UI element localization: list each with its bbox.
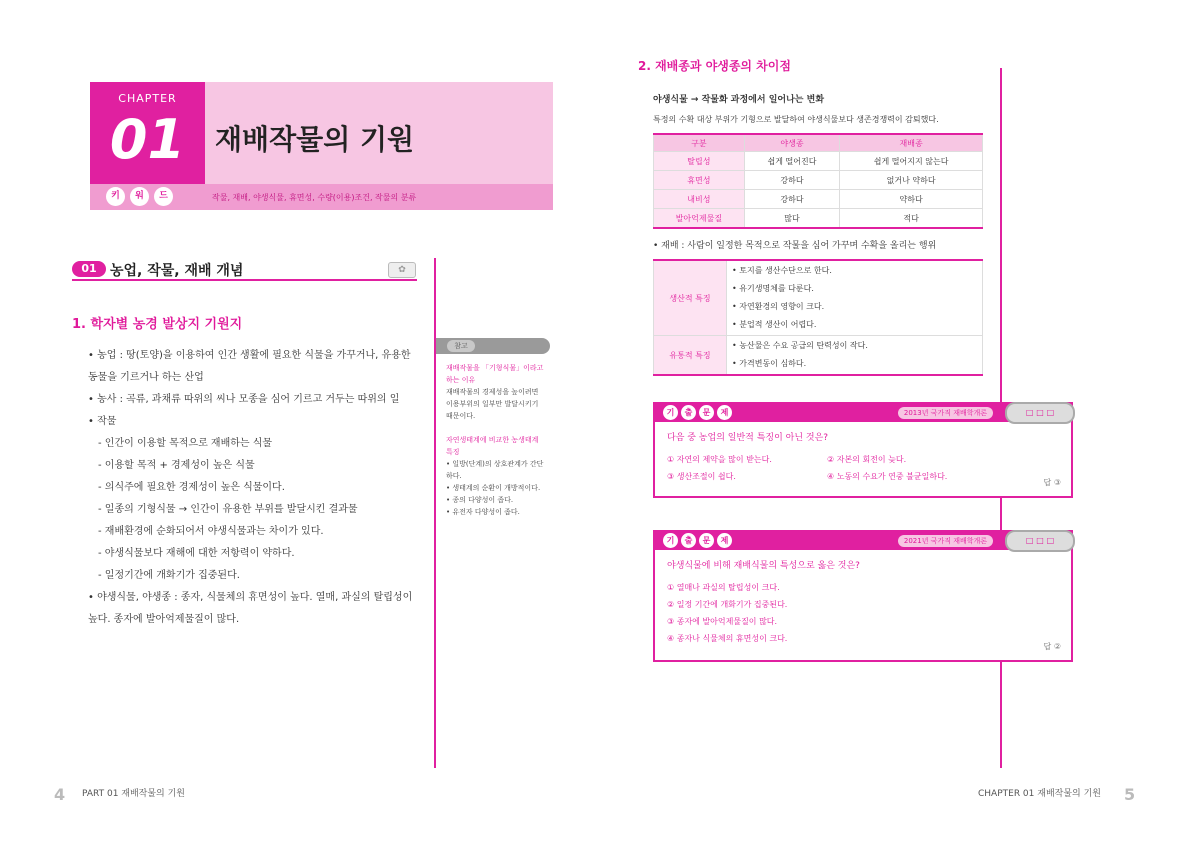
- page-number-right: 5: [1124, 785, 1136, 804]
- question-badge: 출: [681, 405, 696, 420]
- question-header: [655, 532, 1071, 550]
- table-row: [654, 171, 983, 190]
- table-cell: 적다: [840, 209, 983, 229]
- table-cell: 쉽게 떨어진다: [744, 152, 839, 171]
- table-cell: 강하다: [744, 171, 839, 190]
- heading-2: 2. 재배종과 야생종의 차이점: [638, 59, 791, 73]
- note-line: 특징: [446, 448, 460, 456]
- question-text: 야생식물에 비해 재배식물의 특성으로 옳은 것은?: [667, 561, 860, 571]
- note-line: • 종의 다양성이 좁다.: [446, 496, 514, 504]
- question-badge: 제: [717, 533, 732, 548]
- bullet-line: • 농사 : 곡류, 과채류 따위의 씨나 모종을 심어 기르고 거두는 따위의 일: [88, 394, 400, 405]
- question-badge: 제: [717, 405, 732, 420]
- footer-right: CHAPTER 01 재배작물의 기원: [978, 789, 1101, 799]
- cultivation-definition: • 재배 : 사람이 일정한 목적으로 작물을 심어 가꾸며 수확을 올리는 행위: [653, 241, 937, 251]
- keyword-badge: 키: [106, 187, 125, 206]
- table-row: [654, 190, 983, 209]
- bullet-line: - 이용할 목적 + 경제성이 높은 식물: [98, 460, 255, 471]
- bullet-line: - 일정기간에 개화기가 집중된다.: [98, 570, 240, 581]
- table-cell-items: [727, 260, 983, 336]
- note-line: 재배작물을 「기형식물」이라고: [446, 364, 544, 372]
- option: ② 자본의 회전이 늦다.: [827, 455, 907, 464]
- question-badge: 기: [663, 533, 678, 548]
- note-line: • 생태계의 순환이 개방적이다.: [446, 484, 541, 492]
- question-box-1: [653, 402, 1073, 498]
- question-badges: [663, 405, 732, 420]
- feature-item: • 가격변동이 심하다.: [732, 359, 807, 368]
- bullet-line: - 일종의 기형식물 → 인간이 유용한 부위를 발달시킨 결과물: [98, 504, 358, 515]
- margin-line: [434, 258, 436, 768]
- note-badge: 참고: [447, 340, 475, 352]
- feature-item: • 유기생명체를 다룬다.: [732, 284, 814, 293]
- heading-1: 1. 학자별 농경 발상지 기원지: [72, 317, 243, 332]
- table-cell: 없거나 약하다: [840, 171, 983, 190]
- note-line: 하다.: [446, 472, 462, 480]
- question-box-2: [653, 530, 1073, 662]
- feature-item: • 농산물은 수요 공급의 탄력성이 작다.: [732, 341, 868, 350]
- option: ④ 종자나 식물체의 휴면성이 크다.: [667, 634, 788, 643]
- option: ③ 생산조절이 쉽다.: [667, 472, 736, 481]
- bullet-line: - 인간이 이용할 목적으로 재배하는 식물: [98, 438, 273, 449]
- chapter-title: 재배작물의 기원: [215, 123, 415, 156]
- option: ③ 종자에 발아억제물질이 많다.: [667, 617, 778, 626]
- option: ① 열매나 과실의 탈립성이 크다.: [667, 583, 780, 592]
- table-cell-label: 유통적 특징: [654, 336, 727, 376]
- note-line: • 일방(단계)의 상호관계가 간단: [446, 460, 544, 468]
- answer-text: 답 ③: [1043, 478, 1061, 487]
- table-row: [654, 152, 983, 171]
- option: ① 자연의 제약을 많이 받는다.: [667, 455, 772, 464]
- section-underline: [72, 279, 417, 281]
- note-line: • 유전자 다양성이 좁다.: [446, 508, 520, 516]
- table-cell: 약하다: [840, 190, 983, 209]
- exam-source: 2021년 국가직 재배학개론: [898, 535, 993, 547]
- table-row: [654, 209, 983, 229]
- table-cell-items: [727, 336, 983, 376]
- section-title: 농업, 작물, 재배 개념: [110, 263, 244, 279]
- chapter-number: 01: [109, 108, 186, 171]
- question-badge: 문: [699, 533, 714, 548]
- table-cell-label: 생산적 특징: [654, 260, 727, 336]
- keyword-badges: [106, 187, 173, 206]
- table-row: [654, 260, 983, 336]
- bullet-line: • 농업 : 땅(토양)을 이용하여 인간 생활에 필요한 식물을 가꾸거나, 유용한: [88, 350, 411, 361]
- bullet-line: • 작물: [88, 416, 117, 427]
- note-line: 이용부위의 일부만 발달시키기: [446, 400, 539, 408]
- note-line: [446, 422, 558, 434]
- table-cell: 강하다: [744, 190, 839, 209]
- question-options: [655, 451, 1071, 485]
- note-line: 때문이다.: [446, 412, 476, 420]
- table-cell: 탈립성: [654, 152, 745, 171]
- keywords-text: 작물, 재배, 야생식물, 휴면성, 수량(이용)조건, 작물의 분류: [212, 193, 417, 202]
- table-row: [654, 336, 983, 376]
- question-header: [655, 404, 1071, 422]
- comparison-table: [653, 133, 983, 229]
- option: ④ 노동의 수요가 연중 불균일하다.: [827, 472, 948, 481]
- table-header-row: [654, 134, 983, 152]
- bullet-line: 동물을 기르거나 하는 산업: [88, 372, 204, 383]
- check-boxes-tag: □ □ □: [1005, 402, 1075, 424]
- table-header: 구분: [654, 134, 745, 152]
- table1-desc: 특정의 수확 대상 부위가 기형으로 발달하여 야생식물보다 생존경쟁력이 감퇴했다.: [653, 115, 939, 124]
- option: ② 일정 기간에 개화기가 집중된다.: [667, 600, 788, 609]
- question-badges: [663, 533, 732, 548]
- side-note: [446, 362, 558, 518]
- chapter-label: CHAPTER: [118, 92, 177, 105]
- question-options: [655, 579, 1071, 647]
- note-line: 재배작물의 경제성을 높이려면: [446, 388, 539, 396]
- check-boxes-tag: □ □ □: [1005, 530, 1075, 552]
- table-cell: 쉽게 떨어지지 않는다: [840, 152, 983, 171]
- keyword-badge: 워: [130, 187, 149, 206]
- features-table: [653, 259, 983, 376]
- keyword-badge: 드: [154, 187, 173, 206]
- question-badge: 출: [681, 533, 696, 548]
- page-number-left: 4: [54, 785, 66, 804]
- question-text: 다음 중 농업의 일반적 특징이 아닌 것은?: [667, 433, 829, 443]
- table-cell: 발아억제물질: [654, 209, 745, 229]
- feature-item: • 토지를 생산수단으로 한다.: [732, 266, 832, 275]
- feature-item: • 자연환경의 영향이 크다.: [732, 302, 825, 311]
- footer-left: PART 01 재배작물의 기원: [82, 789, 185, 799]
- section-badge: 01: [72, 261, 106, 277]
- exam-source: 2013년 국가직 재배학개론: [898, 407, 993, 419]
- bullet-line: • 야생식물, 야생종 : 종자, 식물체의 휴면성이 높다. 열매, 과실의 탈립성이: [88, 592, 413, 603]
- table-cell: 내비성: [654, 190, 745, 209]
- bullet-line: 높다. 종자에 발아억제물질이 많다.: [88, 614, 240, 625]
- question-badge: 문: [699, 405, 714, 420]
- table-cell: 휴면성: [654, 171, 745, 190]
- table-header: 야생종: [744, 134, 839, 152]
- note-line: 하는 이유: [446, 376, 476, 384]
- bullet-line: - 의식주에 필요한 경제성이 높은 식물이다.: [98, 482, 285, 493]
- table-header: 재배종: [840, 134, 983, 152]
- table1-title: 야생식물 → 작물화 과정에서 일어나는 변화: [653, 95, 825, 105]
- note-line: 자연생태계에 비교한 농생태계: [446, 436, 539, 444]
- table-cell: 많다: [744, 209, 839, 229]
- answer-text: 답 ②: [1043, 642, 1061, 651]
- bullet-line: - 재배환경에 순화되어서 야생식물과는 차이가 있다.: [98, 526, 324, 537]
- bullet-line: - 야생식물보다 재해에 대한 저항력이 약하다.: [98, 548, 295, 559]
- sprout-icon: ✿: [388, 262, 416, 278]
- question-badge: 기: [663, 405, 678, 420]
- body-bullets: [88, 345, 423, 631]
- feature-item: • 분업적 생산이 어렵다.: [732, 320, 817, 329]
